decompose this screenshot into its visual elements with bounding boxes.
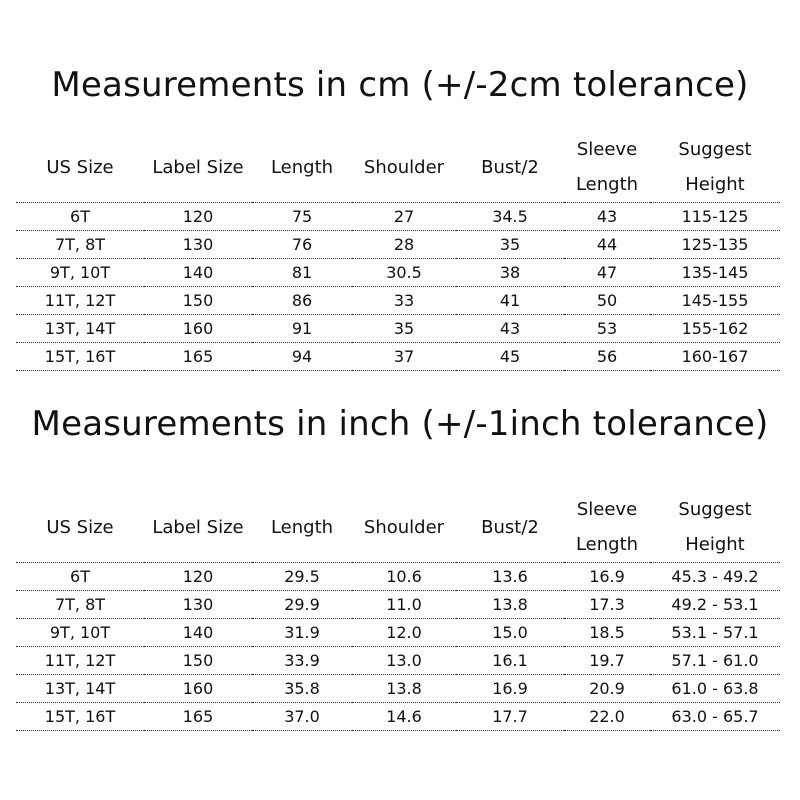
- inch-table-cell: 61.0 - 63.8: [650, 675, 780, 703]
- cm-table-cell: 30.5: [352, 259, 456, 287]
- cm-column-header-line: Shoulder: [363, 156, 445, 178]
- inch-table-cell: 29.5: [252, 563, 352, 591]
- inch-table-cell: 7T, 8T: [16, 591, 144, 619]
- cm-table-cell: 125-135: [650, 231, 780, 259]
- cm-table-cell: 120: [144, 203, 252, 231]
- inch-section-title: Measurements in inch (+/-1inch tolerance): [31, 404, 769, 444]
- inch-table-cell: 17.7: [456, 703, 564, 731]
- cm-column-header-line: Bust/2: [481, 156, 539, 178]
- inch-column-header-line: Bust/2: [481, 516, 539, 538]
- cm-table-cell: 7T, 8T: [16, 231, 144, 259]
- table-row: [16, 231, 780, 259]
- inch-table-cell: 10.6: [352, 563, 456, 591]
- cm-table-cell: 15T, 16T: [16, 343, 144, 371]
- cm-table-body: [16, 203, 780, 371]
- table-row: [16, 563, 780, 591]
- cm-column-header: [144, 132, 252, 203]
- inch-table-cell: 37.0: [252, 703, 352, 731]
- cm-column-header-line: Sleeve: [576, 139, 638, 160]
- inch-table-cell: 13.0: [352, 647, 456, 675]
- inch-column-header-line: Suggest: [678, 499, 752, 520]
- cm-table-cell: 6T: [16, 203, 144, 231]
- inch-table-cell: 15.0: [456, 619, 564, 647]
- table-row: [16, 343, 780, 371]
- inch-table-cell: 16.9: [564, 563, 650, 591]
- cm-table-cell: 50: [564, 287, 650, 315]
- inch-column-header: [650, 492, 780, 563]
- cm-table-cell: 53: [564, 315, 650, 343]
- inch-column-header-line: Label Size: [152, 516, 244, 538]
- cm-column-header-line: Suggest: [678, 139, 752, 160]
- cm-table-cell: 11T, 12T: [16, 287, 144, 315]
- inch-table-cell: 53.1 - 57.1: [650, 619, 780, 647]
- inch-table-cell: 13.6: [456, 563, 564, 591]
- inch-table-cell: 9T, 10T: [16, 619, 144, 647]
- table-row: [16, 647, 780, 675]
- inch-table-cell: 140: [144, 619, 252, 647]
- cm-table-cell: 33: [352, 287, 456, 315]
- inch-table-cell: 160: [144, 675, 252, 703]
- inch-header-row: [16, 492, 780, 563]
- table-row: [16, 259, 780, 287]
- inch-size-table: [16, 492, 780, 731]
- cm-table-header: [16, 132, 780, 203]
- cm-table-cell: 160-167: [650, 343, 780, 371]
- cm-table-cell: 9T, 10T: [16, 259, 144, 287]
- cm-table-cell: 81: [252, 259, 352, 287]
- inch-table-cell: 49.2 - 53.1: [650, 591, 780, 619]
- inch-table-cell: 17.3: [564, 591, 650, 619]
- cm-table-cell: 45: [456, 343, 564, 371]
- inch-table-cell: 19.7: [564, 647, 650, 675]
- cm-table-cell: 43: [564, 203, 650, 231]
- cm-table-cell: 145-155: [650, 287, 780, 315]
- inch-table-cell: 45.3 - 49.2: [650, 563, 780, 591]
- cm-table-cell: 91: [252, 315, 352, 343]
- cm-column-header-line: US Size: [46, 156, 114, 178]
- cm-column-header: [650, 132, 780, 203]
- inch-table-cell: 33.9: [252, 647, 352, 675]
- inch-table-cell: 14.6: [352, 703, 456, 731]
- inch-column-header-line: Sleeve: [576, 499, 638, 520]
- cm-column-header-line: Length: [270, 156, 334, 178]
- table-row: [16, 315, 780, 343]
- inch-table-header: [16, 492, 780, 563]
- inch-table-cell: 31.9: [252, 619, 352, 647]
- cm-table-cell: 75: [252, 203, 352, 231]
- inch-column-header: [564, 492, 650, 563]
- cm-table-cell: 37: [352, 343, 456, 371]
- inch-table-cell: 22.0: [564, 703, 650, 731]
- cm-column-header-line: Height: [685, 174, 745, 195]
- cm-table-cell: 41: [456, 287, 564, 315]
- inch-column-header: [352, 492, 456, 563]
- cm-table-cell: 13T, 14T: [16, 315, 144, 343]
- table-row: [16, 203, 780, 231]
- cm-column-header: [456, 132, 564, 203]
- cm-table-cell: 56: [564, 343, 650, 371]
- inch-table-cell: 63.0 - 65.7: [650, 703, 780, 731]
- cm-table-cell: 44: [564, 231, 650, 259]
- inch-table-cell: 15T, 16T: [16, 703, 144, 731]
- cm-table-cell: 86: [252, 287, 352, 315]
- cm-table-cell: 140: [144, 259, 252, 287]
- cm-table-cell: 160: [144, 315, 252, 343]
- cm-table-cell: 35: [352, 315, 456, 343]
- inch-table-cell: 20.9: [564, 675, 650, 703]
- table-row: [16, 675, 780, 703]
- cm-table-cell: 35: [456, 231, 564, 259]
- inch-column-header: [16, 492, 144, 563]
- cm-column-header-line: Label Size: [152, 156, 244, 178]
- inch-column-header: [456, 492, 564, 563]
- table-row: [16, 591, 780, 619]
- cm-table-cell: 115-125: [650, 203, 780, 231]
- table-row: [16, 619, 780, 647]
- table-row: [16, 287, 780, 315]
- cm-table-cell: 130: [144, 231, 252, 259]
- cm-size-table: [16, 132, 780, 371]
- inch-column-header-line: Length: [575, 534, 639, 555]
- inch-table-cell: 6T: [16, 563, 144, 591]
- cm-section-title: Measurements in cm (+/-2cm tolerance): [51, 65, 749, 105]
- cm-table-cell: 28: [352, 231, 456, 259]
- cm-table-cell: 150: [144, 287, 252, 315]
- cm-table-cell: 38: [456, 259, 564, 287]
- inch-column-header-line: Shoulder: [363, 516, 445, 538]
- inch-column-header-line: Length: [270, 516, 334, 538]
- cm-table-cell: 27: [352, 203, 456, 231]
- cm-column-header: [16, 132, 144, 203]
- inch-table-cell: 150: [144, 647, 252, 675]
- inch-column-header-line: Height: [685, 534, 745, 555]
- inch-table-body: [16, 563, 780, 731]
- cm-table-cell: 43: [456, 315, 564, 343]
- inch-table-cell: 130: [144, 591, 252, 619]
- cm-table-cell: 155-162: [650, 315, 780, 343]
- inch-table-cell: 13.8: [352, 675, 456, 703]
- inch-table-cell: 12.0: [352, 619, 456, 647]
- inch-table-cell: 13T, 14T: [16, 675, 144, 703]
- inch-column-header: [144, 492, 252, 563]
- cm-table-cell: 135-145: [650, 259, 780, 287]
- cm-column-header: [252, 132, 352, 203]
- cm-table-cell: 34.5: [456, 203, 564, 231]
- cm-table-cell: 76: [252, 231, 352, 259]
- inch-table-cell: 57.1 - 61.0: [650, 647, 780, 675]
- inch-table-cell: 120: [144, 563, 252, 591]
- cm-table-cell: 94: [252, 343, 352, 371]
- inch-table-cell: 165: [144, 703, 252, 731]
- inch-column-header: [252, 492, 352, 563]
- inch-table-cell: 35.8: [252, 675, 352, 703]
- inch-table-cell: 16.1: [456, 647, 564, 675]
- inch-table-cell: 13.8: [456, 591, 564, 619]
- inch-column-header-line: US Size: [46, 516, 114, 538]
- cm-table-cell: 47: [564, 259, 650, 287]
- cm-column-header: [352, 132, 456, 203]
- inch-table-cell: 18.5: [564, 619, 650, 647]
- inch-table-cell: 11T, 12T: [16, 647, 144, 675]
- cm-column-header-line: Length: [575, 174, 639, 195]
- table-row: [16, 703, 780, 731]
- inch-table-cell: 29.9: [252, 591, 352, 619]
- cm-table-cell: 165: [144, 343, 252, 371]
- inch-table-cell: 11.0: [352, 591, 456, 619]
- inch-table-cell: 16.9: [456, 675, 564, 703]
- cm-column-header: [564, 132, 650, 203]
- cm-header-row: [16, 132, 780, 203]
